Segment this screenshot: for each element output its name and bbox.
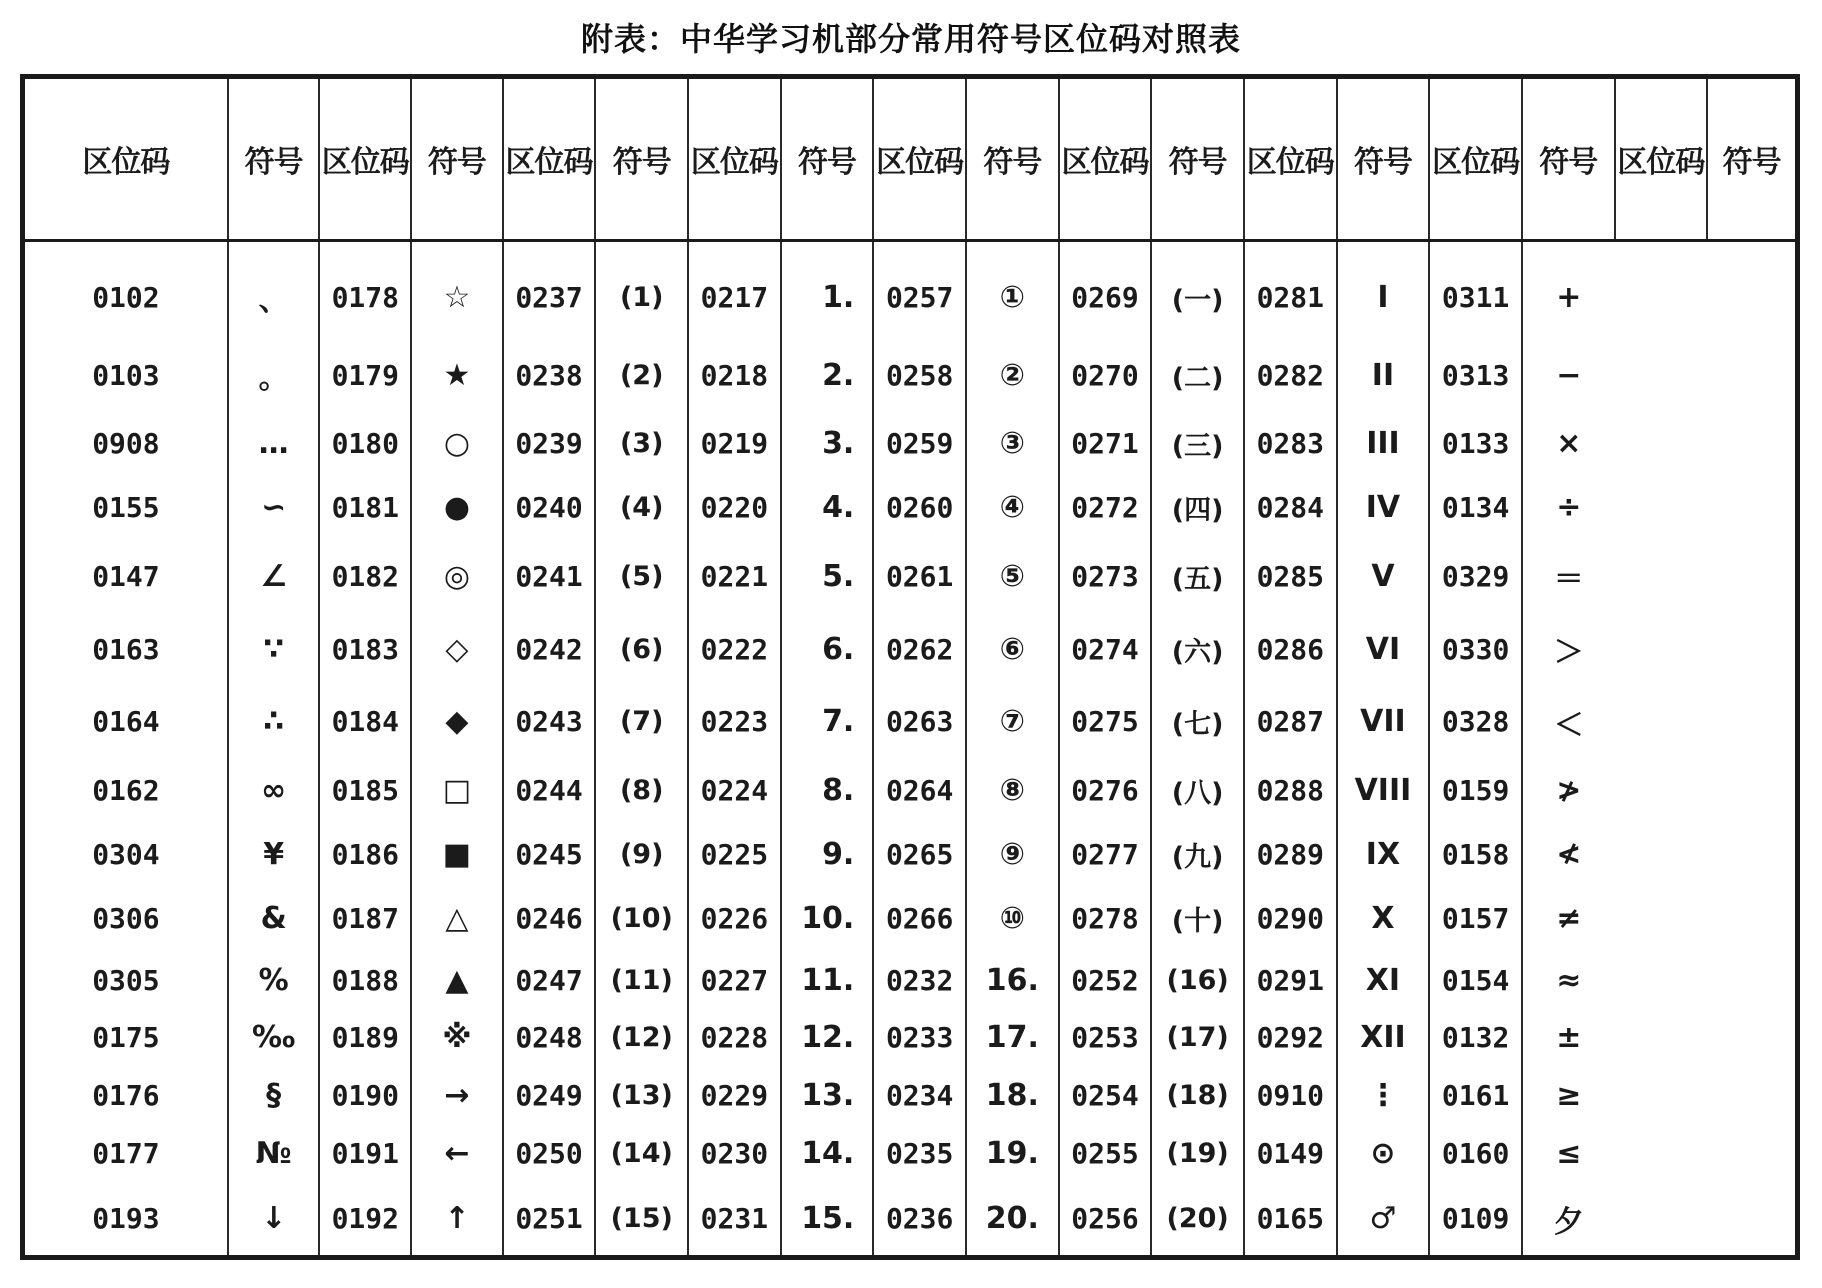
symbol-cell: (3)	[595, 411, 688, 475]
code-cell: 0179	[319, 339, 411, 412]
code-cell: 0329	[1429, 540, 1522, 613]
symbol-cell: ≠	[1522, 887, 1615, 951]
table-row	[25, 887, 1795, 951]
code-cell: 0328	[1429, 685, 1522, 758]
code-cell: 0233	[873, 1009, 966, 1067]
symbol-cell: (19)	[1151, 1125, 1244, 1183]
symbol-cell: (1)	[595, 241, 688, 339]
code-cell: 0180	[319, 411, 411, 475]
symbol-cell: ⑦	[966, 685, 1059, 758]
symbol-cell: (4)	[595, 476, 688, 540]
table-row	[25, 476, 1795, 540]
table-row	[25, 613, 1795, 686]
symbol-cell: ♂	[1337, 1182, 1430, 1255]
code-cell: 0250	[503, 1125, 596, 1183]
code-cell: 0270	[1059, 339, 1152, 412]
symbol-cell: ②	[966, 339, 1059, 412]
code-cell: 0234	[873, 1067, 966, 1125]
code-cell: 0253	[1059, 1009, 1152, 1067]
symbol-cell: (九)	[1151, 822, 1244, 886]
code-cell: 0134	[1429, 476, 1522, 540]
symbol-cell: &	[228, 887, 320, 951]
code-cell: 0147	[92, 559, 160, 593]
code-cell: 0223	[688, 685, 781, 758]
code-cell: 0289	[1244, 822, 1337, 886]
table-body	[25, 241, 1795, 1256]
header-symbol: 符号	[781, 79, 874, 241]
code-cell: 0236	[873, 1182, 966, 1255]
symbol-cell: ±	[1522, 1009, 1615, 1067]
code-cell: 0243	[503, 685, 596, 758]
symbol-cell: (15)	[595, 1182, 688, 1255]
symbol-cell: 7.	[781, 685, 874, 758]
code-cell: 0162	[92, 773, 160, 807]
symbol-cell: I	[1337, 241, 1430, 339]
code-cell: 0266	[873, 887, 966, 951]
code-cell: 0286	[1244, 613, 1337, 686]
code-cell: 0191	[319, 1125, 411, 1183]
symbol-cell: 13.	[781, 1067, 874, 1125]
symbol-cell: ≤	[1522, 1125, 1615, 1183]
header-code: 区位码	[1059, 79, 1152, 241]
symbol-cell: ●	[411, 476, 503, 540]
table-row	[25, 241, 1795, 339]
code-cell: 0154	[1429, 951, 1522, 1009]
code-cell: 0240	[503, 476, 596, 540]
header-symbol: 符号	[411, 79, 503, 241]
code-cell: 0304	[92, 838, 160, 872]
symbol-cell: (七)	[1151, 685, 1244, 758]
header-symbol: 符号	[228, 79, 320, 241]
symbol-cell: 2.	[781, 339, 874, 412]
symbol-cell: (13)	[595, 1067, 688, 1125]
symbol-cell: ＞	[1522, 613, 1615, 686]
code-cell: 0908	[92, 427, 160, 461]
symbol-cell: (11)	[595, 951, 688, 1009]
code-cell: 0242	[503, 613, 596, 686]
symbol-cell: (7)	[595, 685, 688, 758]
code-cell: 0161	[1429, 1067, 1522, 1125]
symbol-cell: (五)	[1151, 540, 1244, 613]
symbol-cell: (9)	[595, 822, 688, 886]
symbol-cell: −	[1522, 339, 1615, 412]
header-symbol: 符号	[1522, 79, 1615, 241]
code-cell: 0237	[503, 241, 596, 339]
table-row	[25, 540, 1795, 613]
code-cell: 0103	[92, 358, 160, 392]
symbol-cell: ⑨	[966, 822, 1059, 886]
symbol-cell: ‰	[228, 1009, 320, 1067]
symbol-cell: XI	[1337, 951, 1430, 1009]
code-cell: 0238	[503, 339, 596, 412]
symbol-cell: ⑧	[966, 758, 1059, 822]
code-cell: 0190	[319, 1067, 411, 1125]
symbol-cell: 4.	[781, 476, 874, 540]
code-cell: 0219	[688, 411, 781, 475]
code-cell: 0176	[92, 1079, 160, 1113]
symbol-cell: …	[228, 411, 320, 475]
code-cell: 0278	[1059, 887, 1152, 951]
code-cell: 0269	[1059, 241, 1152, 339]
code-cell: 0259	[873, 411, 966, 475]
code-cell: 0265	[873, 822, 966, 886]
symbol-cell: 16.	[966, 951, 1059, 1009]
code-cell: 0256	[1059, 1182, 1152, 1255]
code-cell: 0231	[688, 1182, 781, 1255]
header-code: 区位码	[319, 79, 411, 241]
symbol-cell: IV	[1337, 476, 1430, 540]
code-cell: 0330	[1429, 613, 1522, 686]
table-row	[25, 1182, 1795, 1255]
symbol-cell: ∠	[228, 540, 320, 613]
code-cell: 0193	[92, 1202, 160, 1236]
code-cell: 0274	[1059, 613, 1152, 686]
symbol-cell: 。	[228, 339, 320, 412]
symbol-cell: (六)	[1151, 613, 1244, 686]
symbol-cell: ⊙	[1337, 1125, 1430, 1183]
header-code: 区位码	[1615, 79, 1708, 241]
header-symbol: 符号	[1151, 79, 1244, 241]
symbol-cell: IX	[1337, 822, 1430, 886]
symbol-cell: (10)	[595, 887, 688, 951]
symbol-cell: (二)	[1151, 339, 1244, 412]
code-cell: 0254	[1059, 1067, 1152, 1125]
symbol-cell: (八)	[1151, 758, 1244, 822]
code-cell: 0228	[688, 1009, 781, 1067]
header-symbol: 符号	[595, 79, 688, 241]
code-cell: 0163	[92, 632, 160, 666]
code-cell: 0260	[873, 476, 966, 540]
symbol-cell: (6)	[595, 613, 688, 686]
table-row	[25, 951, 1795, 1009]
code-cell: 0248	[503, 1009, 596, 1067]
symbol-cell: ▲	[411, 951, 503, 1009]
symbol-cell: ＜	[1522, 685, 1615, 758]
symbol-cell: (四)	[1151, 476, 1244, 540]
code-cell: 0192	[319, 1182, 411, 1255]
symbol-cell: ∴	[228, 685, 320, 758]
symbol-cell: %	[228, 951, 320, 1009]
table-row	[25, 1067, 1795, 1125]
code-cell: 0217	[688, 241, 781, 339]
code-cell: 0311	[1429, 241, 1522, 339]
symbol-cell: ←	[411, 1125, 503, 1183]
code-cell: 0227	[688, 951, 781, 1009]
header-code: 区位码	[873, 79, 966, 241]
table-row	[25, 339, 1795, 412]
code-cell: 0910	[1244, 1067, 1337, 1125]
symbol-cell: 15.	[781, 1182, 874, 1255]
symbol-cell: ↓	[228, 1182, 320, 1255]
symbol-cell: ∵	[228, 613, 320, 686]
header-code: 区位码	[503, 79, 596, 241]
code-cell: 0241	[503, 540, 596, 613]
symbol-cell: V	[1337, 540, 1430, 613]
symbol-cell: (20)	[1151, 1182, 1244, 1255]
symbol-cell: ⑤	[966, 540, 1059, 613]
code-cell: 0277	[1059, 822, 1152, 886]
symbol-cell: (2)	[595, 339, 688, 412]
symbol-cell: (8)	[595, 758, 688, 822]
code-cell: 0149	[1244, 1125, 1337, 1183]
symbol-cell: (12)	[595, 1009, 688, 1067]
symbol-cell: ⑩	[966, 887, 1059, 951]
symbol-cell: ☆	[411, 241, 503, 339]
symbol-cell: ≈	[1522, 951, 1615, 1009]
header-code: 区位码	[1429, 79, 1522, 241]
symbol-cell: 9.	[781, 822, 874, 886]
symbol-cell: VIII	[1337, 758, 1430, 822]
code-cell: 0188	[319, 951, 411, 1009]
code-cell: 0177	[92, 1136, 160, 1170]
page-title: 附表：中华学习机部分常用符号区位码对照表	[580, 20, 1241, 58]
symbol-cell: □	[411, 758, 503, 822]
symbol-cell: VI	[1337, 613, 1430, 686]
code-cell: 0186	[319, 822, 411, 886]
symbol-cell: ◎	[411, 540, 503, 613]
code-cell: 0184	[319, 685, 411, 758]
code-cell: 0182	[319, 540, 411, 613]
symbol-cell: №	[228, 1125, 320, 1183]
code-cell: 0249	[503, 1067, 596, 1125]
symbol-cell: 3.	[781, 411, 874, 475]
symbol-cell: ①	[966, 241, 1059, 339]
code-cell: 0133	[1429, 411, 1522, 475]
code-cell: 0276	[1059, 758, 1152, 822]
code-cell: 0257	[873, 241, 966, 339]
header-symbol: 符号	[1707, 79, 1795, 241]
code-cell: 0247	[503, 951, 596, 1009]
code-cell: 0275	[1059, 685, 1152, 758]
code-cell: 0218	[688, 339, 781, 412]
symbol-cell: ×	[1522, 411, 1615, 475]
code-cell: 0263	[873, 685, 966, 758]
code-cell: 0252	[1059, 951, 1152, 1009]
header-code: 区位码	[688, 79, 781, 241]
table-row	[25, 1125, 1795, 1183]
code-cell: 0291	[1244, 951, 1337, 1009]
table-row	[25, 758, 1795, 822]
header-symbol: 符号	[1337, 79, 1430, 241]
symbol-cell: ⋮	[1337, 1067, 1430, 1125]
symbol-cell: →	[411, 1067, 503, 1125]
code-cell: 0246	[503, 887, 596, 951]
code-cell: 0102	[92, 280, 160, 314]
table-row	[25, 822, 1795, 886]
code-cell: 0226	[688, 887, 781, 951]
symbol-cell: 5.	[781, 540, 874, 613]
code-cell: 0165	[1244, 1182, 1337, 1255]
table-row	[25, 1009, 1795, 1067]
code-cell: 0262	[873, 613, 966, 686]
code-cell: 0220	[688, 476, 781, 540]
code-cell: 0282	[1244, 339, 1337, 412]
code-cell: 0222	[688, 613, 781, 686]
symbol-cell: II	[1337, 339, 1430, 412]
symbol-cell: 19.	[966, 1125, 1059, 1183]
code-cell: 0284	[1244, 476, 1337, 540]
symbol-cell: §	[228, 1067, 320, 1125]
code-cell: 0178	[319, 241, 411, 339]
symbol-cell: 8.	[781, 758, 874, 822]
symbol-cell: ≯	[1522, 758, 1615, 822]
symbol-cell: 12.	[781, 1009, 874, 1067]
table-frame	[20, 74, 1800, 1260]
code-cell: 0229	[688, 1067, 781, 1125]
symbol-cell: 11.	[781, 951, 874, 1009]
code-cell: 0313	[1429, 339, 1522, 412]
code-cell: 0306	[92, 902, 160, 936]
code-cell: 0159	[1429, 758, 1522, 822]
header-code: 区位码	[1244, 79, 1337, 241]
code-cell: 0285	[1244, 540, 1337, 613]
code-cell: 0160	[1429, 1125, 1522, 1183]
symbol-cell: 1.	[781, 241, 874, 339]
code-cell: 0292	[1244, 1009, 1337, 1067]
symbol-cell: 14.	[781, 1125, 874, 1183]
symbol-cell: X	[1337, 887, 1430, 951]
code-cell: 0287	[1244, 685, 1337, 758]
code-cell: 0183	[319, 613, 411, 686]
symbol-cell: ≥	[1522, 1067, 1615, 1125]
symbol-cell: ¥	[228, 822, 320, 886]
code-cell: 0164	[92, 705, 160, 739]
symbol-cell: ↑	[411, 1182, 503, 1255]
symbol-cell: ＝	[1522, 540, 1615, 613]
code-cell: 0230	[688, 1125, 781, 1183]
header-code: 区位码	[25, 79, 228, 241]
symbol-cell: ★	[411, 339, 503, 412]
symbol-cell: XII	[1337, 1009, 1430, 1067]
code-cell: 0225	[688, 822, 781, 886]
symbol-cell: 18.	[966, 1067, 1059, 1125]
code-cell: 0232	[873, 951, 966, 1009]
code-cell: 0221	[688, 540, 781, 613]
symbol-cell: ∽	[228, 476, 320, 540]
code-cell: 0155	[92, 491, 160, 525]
symbol-cell: ○	[411, 411, 503, 475]
code-cell: 0305	[92, 963, 160, 997]
symbol-cell: ※	[411, 1009, 503, 1067]
code-cell: 0187	[319, 887, 411, 951]
code-cell: 0281	[1244, 241, 1337, 339]
code-cell: 0271	[1059, 411, 1152, 475]
symbol-cell: 20.	[966, 1182, 1059, 1255]
code-cell: 0189	[319, 1009, 411, 1067]
symbol-cell: (一)	[1151, 241, 1244, 339]
code-cell: 0109	[1429, 1182, 1522, 1255]
header-symbol: 符号	[966, 79, 1059, 241]
code-cell: 0288	[1244, 758, 1337, 822]
symbol-cell: (三)	[1151, 411, 1244, 475]
code-cell: 0251	[503, 1182, 596, 1255]
code-cell: 0258	[873, 339, 966, 412]
symbol-cell: ≮	[1522, 822, 1615, 886]
symbol-cell: (17)	[1151, 1009, 1244, 1067]
code-cell: 0239	[503, 411, 596, 475]
symbol-cell: (14)	[595, 1125, 688, 1183]
symbol-cell: ∞	[228, 758, 320, 822]
code-cell: 0272	[1059, 476, 1152, 540]
table-row	[25, 685, 1795, 758]
symbol-cell: ◆	[411, 685, 503, 758]
code-cell: 0245	[503, 822, 596, 886]
symbol-cell: ④	[966, 476, 1059, 540]
symbol-cell: ■	[411, 822, 503, 886]
symbol-cell: ÷	[1522, 476, 1615, 540]
code-cell: 0181	[319, 476, 411, 540]
symbol-cell: ◇	[411, 613, 503, 686]
symbol-cell: 10.	[781, 887, 874, 951]
code-cell: 0273	[1059, 540, 1152, 613]
code-cell: 0261	[873, 540, 966, 613]
code-cell: 0255	[1059, 1125, 1152, 1183]
code-cell: 0185	[319, 758, 411, 822]
code-cell: 0158	[1429, 822, 1522, 886]
code-table	[25, 79, 1795, 1255]
symbol-cell: VII	[1337, 685, 1430, 758]
symbol-cell: +	[1522, 241, 1615, 339]
code-cell: 0264	[873, 758, 966, 822]
code-cell: 0290	[1244, 887, 1337, 951]
code-cell: 0244	[503, 758, 596, 822]
code-cell: 0175	[92, 1021, 160, 1055]
table-row	[25, 411, 1795, 475]
code-cell: 0132	[1429, 1009, 1522, 1067]
symbol-cell: (5)	[595, 540, 688, 613]
symbol-cell: 夕	[1522, 1182, 1615, 1255]
code-cell: 0235	[873, 1125, 966, 1183]
code-cell: 0283	[1244, 411, 1337, 475]
symbol-cell: (十)	[1151, 887, 1244, 951]
code-cell: 0224	[688, 758, 781, 822]
symbol-cell: 17.	[966, 1009, 1059, 1067]
symbol-cell: (16)	[1151, 951, 1244, 1009]
symbol-cell: 6.	[781, 613, 874, 686]
symbol-cell: ⑥	[966, 613, 1059, 686]
symbol-cell: III	[1337, 411, 1430, 475]
symbol-cell: △	[411, 887, 503, 951]
header-row	[25, 79, 1795, 241]
symbol-cell: (18)	[1151, 1067, 1244, 1125]
symbol-cell: ③	[966, 411, 1059, 475]
code-cell: 0157	[1429, 887, 1522, 951]
symbol-cell: 、	[228, 241, 320, 339]
